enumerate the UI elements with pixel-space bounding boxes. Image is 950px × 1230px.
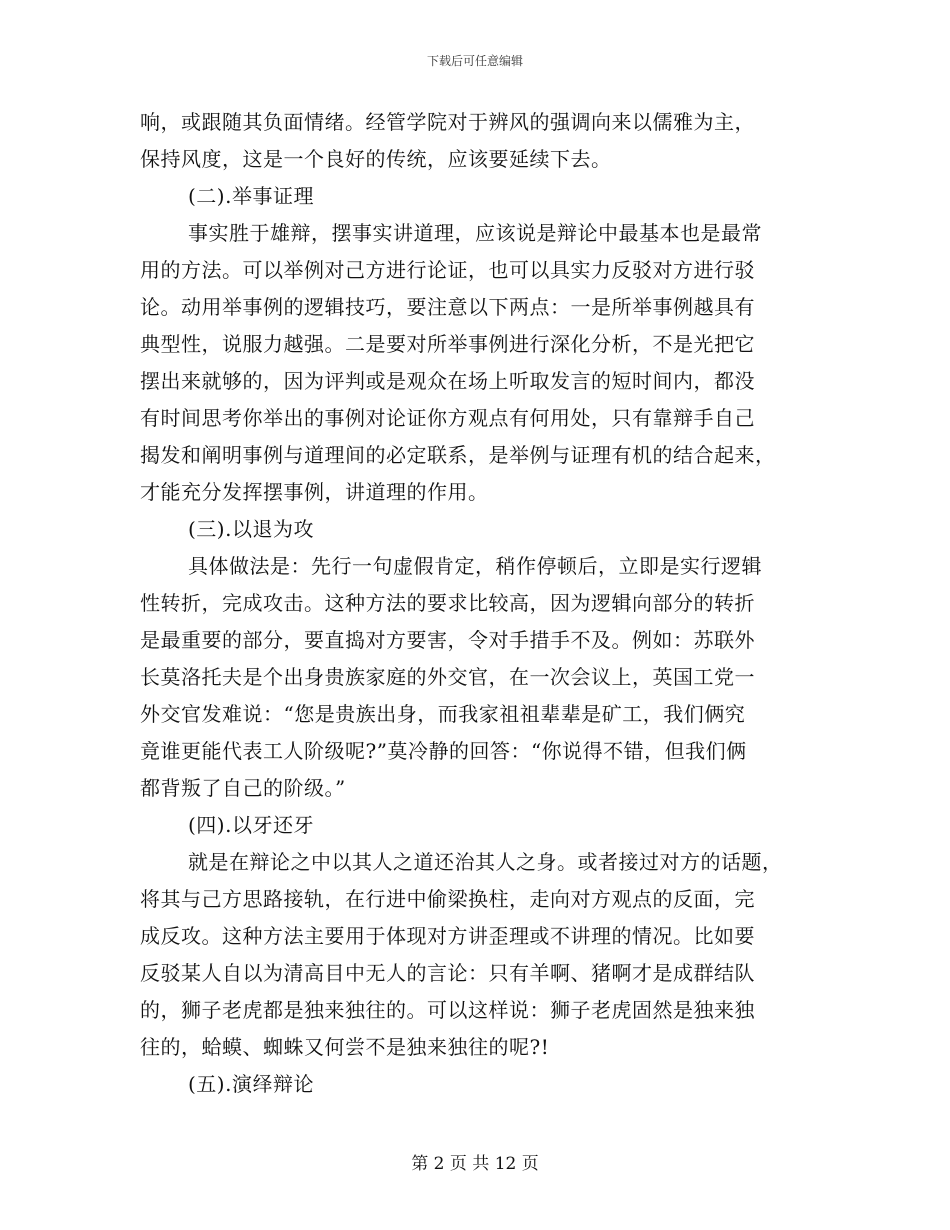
section-heading: (二).举事证理 xyxy=(188,184,314,208)
text-line: 事实胜于雄辩，摆事实讲道理，应该说是辩论中最基本也是最常 xyxy=(188,221,762,245)
text-line: 有时间思考你举出的事例对论证你方观点有何用处，只有靠辩手自己 xyxy=(140,406,755,430)
text-line: 典型性，说服力越强。二是要对所举事例进行深化分析，不是光把它 xyxy=(140,332,755,356)
page-number: 第 2 页 共 12 页 xyxy=(411,1154,539,1174)
text-line: 往的，蛤蟆、蜘蛛又何尝不是独来独往的呢?! xyxy=(140,1035,550,1059)
section-heading: (四).以牙还牙 xyxy=(188,813,314,837)
text-line: 具体做法是：先行一句虚假肯定，稍作停顿后，立即是实行逻辑 xyxy=(188,554,762,578)
text-line: 摆出来就够的，因为评判或是观众在场上听取发言的短时间内，都没 xyxy=(140,369,755,393)
text-line: 才能充分发挥摆事例，讲道理的作用。 xyxy=(140,480,489,504)
text-line: 就是在辩论之中以其人之道还治其人之身。或者接过对方的话题， xyxy=(188,850,783,874)
text-line: 反驳某人自以为清高目中无人的言论：只有羊啊、猪啊才是成群结队 xyxy=(140,961,755,985)
text-line: 外交官发难说：“您是贵族出身，而我家祖祖辈辈是矿工，我们俩究 xyxy=(140,702,746,726)
text-line: 性转折，完成攻击。这种方法的要求比较高，因为逻辑向部分的转折 xyxy=(140,591,755,615)
text-line: 长莫洛托夫是个出身贵族家庭的外交官，在一次会议上，英国工党一 xyxy=(140,665,755,689)
page-header-note: 下载后可任意编辑 xyxy=(426,54,523,68)
text-line: 竟谁更能代表工人阶级呢?”莫冷静的回答：“你说得不错，但我们俩 xyxy=(140,739,747,763)
text-line: 的，狮子老虎都是独来独往的。可以这样说：狮子老虎固然是独来独 xyxy=(140,998,755,1022)
text-line: 用的方法。可以举例对己方进行论证，也可以具实力反驳对方进行驳 xyxy=(140,258,755,282)
section-heading: (三).以退为攻 xyxy=(188,517,314,541)
text-line: 论。动用举事例的逻辑技巧，要注意以下两点：一是所举事例越具有 xyxy=(140,295,755,319)
text-line: 成反攻。这种方法主要用于体现对方讲歪理或不讲理的情况。比如要 xyxy=(140,924,755,948)
document-body xyxy=(140,104,810,1103)
text-line: 是最重要的部分，要直捣对方要害，令对手措手不及。例如：苏联外 xyxy=(140,628,755,652)
text-line: 保持风度，这是一个良好的传统，应该要延续下去。 xyxy=(140,147,612,171)
section-heading: (五).演绎辩论 xyxy=(188,1072,314,1096)
text-line: 揭发和阐明事例与道理间的必定联系，是举例与证理有机的结合起来， xyxy=(140,443,776,467)
text-line: 都背叛了自己的阶级。” xyxy=(140,776,346,800)
text-line: 响，或跟随其负面情绪。经管学院对于辨风的强调向来以儒雅为主， xyxy=(140,110,755,134)
text-line: 将其与己方思路接轨，在行进中偷梁换柱，走向对方观点的反面，完 xyxy=(140,887,755,911)
